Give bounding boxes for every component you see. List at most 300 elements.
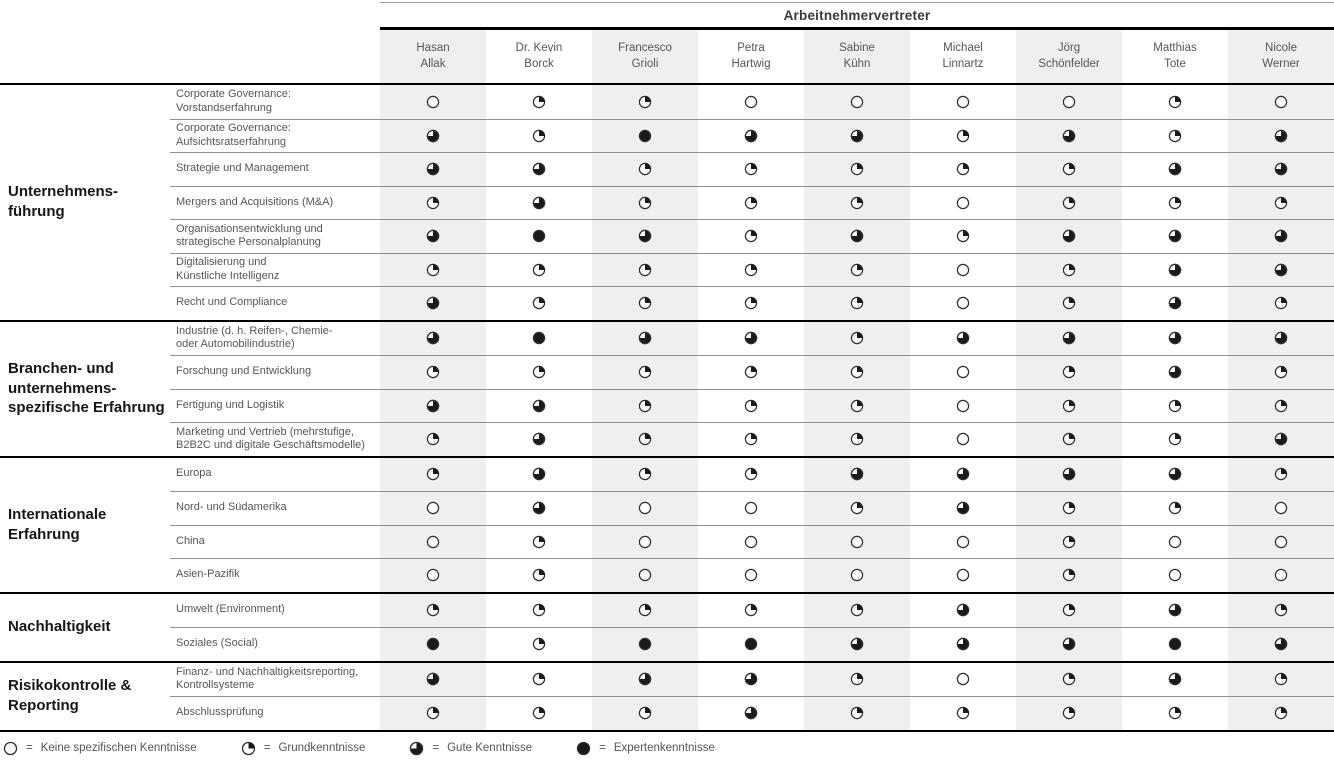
- quarter-filled-circle-icon: [850, 263, 864, 277]
- empty-circle-icon: [426, 568, 440, 582]
- matrix-cell: [1016, 594, 1122, 628]
- quarter-filled-circle-icon: [1274, 365, 1288, 379]
- matrix-cell: [804, 322, 910, 356]
- matrix-row-strategie-und-management: [170, 152, 1334, 186]
- matrix-cell: [1122, 423, 1228, 456]
- legend-label: Grundkenntnisse: [278, 742, 366, 754]
- quarter-filled-circle-icon: [850, 603, 864, 617]
- matrix-cell: [910, 85, 1016, 119]
- matrix-cell: [592, 390, 698, 423]
- filled-circle-icon: [576, 741, 591, 756]
- matrix-cell: [1122, 458, 1228, 492]
- three-quarter-filled-circle-icon: [744, 129, 758, 143]
- empty-circle-icon: [744, 501, 758, 515]
- quarter-filled-circle-icon: [956, 229, 970, 243]
- group-branchen-und-unternehmens-spezifische-erfahrung: [0, 322, 1334, 458]
- matrix-cell: [698, 697, 804, 730]
- quarter-filled-circle-icon: [426, 603, 440, 617]
- matrix-cell: [380, 356, 486, 389]
- equals-sign: =: [263, 742, 271, 754]
- matrix-cell: [804, 594, 910, 628]
- matrix-cell: [486, 356, 592, 389]
- quarter-filled-circle-icon: [1168, 196, 1182, 210]
- matrix-cell: [486, 287, 592, 320]
- empty-circle-icon: [956, 672, 970, 686]
- matrix-cell: [486, 390, 592, 423]
- empty-circle-icon: [1274, 95, 1288, 109]
- quarter-filled-circle-icon: [638, 95, 652, 109]
- matrix-cell: [380, 663, 486, 697]
- three-quarter-filled-circle-icon: [1062, 637, 1076, 651]
- skill-label: Asien-Pazifik: [176, 568, 240, 581]
- matrix-cell: [804, 492, 910, 525]
- matrix-cell: [698, 85, 804, 119]
- matrix-cell: [486, 594, 592, 628]
- quarter-filled-circle-icon: [532, 296, 546, 310]
- three-quarter-filled-circle-icon: [532, 196, 546, 210]
- matrix-cell: [698, 492, 804, 525]
- matrix-cell: [910, 697, 1016, 730]
- skill-label: Marketing und Vertrieb (mehrstufige, B2B2C und digitale Geschäftsmodelle): [176, 425, 365, 452]
- matrix-cell: [1122, 526, 1228, 559]
- quarter-filled-circle-icon: [1168, 706, 1182, 720]
- matrix-cell: [698, 220, 804, 253]
- matrix-cell: [804, 526, 910, 559]
- matrix-cell: [804, 423, 910, 456]
- matrix-cell: [1016, 526, 1122, 559]
- quarter-filled-circle-icon: [638, 706, 652, 720]
- three-quarter-filled-circle-icon: [850, 637, 864, 651]
- matrix-cell: [1016, 697, 1122, 730]
- empty-circle-icon: [1168, 535, 1182, 549]
- matrix-header-band: [0, 0, 1334, 30]
- filled-circle-icon: [638, 637, 652, 651]
- matrix-cell: [592, 492, 698, 525]
- legend-item-expertenkenntnisse: [576, 741, 715, 756]
- matrix-cell: [1122, 187, 1228, 220]
- quarter-filled-circle-icon: [1062, 501, 1076, 515]
- matrix-cell: [1122, 628, 1228, 661]
- three-quarter-filled-circle-icon: [409, 741, 424, 756]
- filled-circle-icon: [638, 129, 652, 143]
- matrix-cell: [910, 120, 1016, 153]
- quarter-filled-circle-icon: [1274, 706, 1288, 720]
- filled-circle-icon: [744, 637, 758, 651]
- matrix-cell: [592, 322, 698, 356]
- matrix-cell: [486, 153, 592, 186]
- three-quarter-filled-circle-icon: [1168, 263, 1182, 277]
- empty-circle-icon: [956, 535, 970, 549]
- column-header-j-rg-sch-nfelder: Jörg Schönfelder: [1016, 30, 1122, 83]
- quarter-filled-circle-icon: [426, 706, 440, 720]
- quarter-filled-circle-icon: [1168, 501, 1182, 515]
- legend-label: Expertenkenntnisse: [613, 742, 715, 754]
- quarter-filled-circle-icon: [744, 296, 758, 310]
- quarter-filled-circle-icon: [426, 196, 440, 210]
- empty-circle-icon: [956, 568, 970, 582]
- quarter-filled-circle-icon: [532, 603, 546, 617]
- row-group-label: Internationale Erfahrung: [8, 505, 107, 543]
- skill-label: Corporate Governance: Vorstandserfahrung: [176, 88, 291, 114]
- three-quarter-filled-circle-icon: [1168, 603, 1182, 617]
- matrix-cell: [380, 594, 486, 628]
- matrix-row-umwelt-environment: [170, 594, 1334, 628]
- three-quarter-filled-circle-icon: [638, 229, 652, 243]
- quarter-filled-circle-icon: [850, 196, 864, 210]
- column-group-title: Arbeitnehmervertreter: [783, 7, 931, 23]
- matrix-cell: [1016, 559, 1122, 592]
- three-quarter-filled-circle-icon: [532, 399, 546, 413]
- quarter-filled-circle-icon: [956, 129, 970, 143]
- group-internationale-erfahrung: [0, 458, 1334, 594]
- empty-circle-icon: [3, 741, 18, 756]
- matrix-cell: [1016, 120, 1122, 153]
- matrix-row-organisationsentwicklung-und-strategisch: [170, 219, 1334, 253]
- skill-label: Mergers and Acquisitions (M&A): [176, 195, 334, 208]
- matrix-cell: [1016, 390, 1122, 423]
- empty-circle-icon: [1274, 568, 1288, 582]
- matrix-cell: [486, 187, 592, 220]
- quarter-filled-circle-icon: [1168, 129, 1182, 143]
- filled-circle-icon: [1168, 637, 1182, 651]
- legend-item-gute-kenntnisse: [409, 741, 532, 756]
- empty-circle-icon: [426, 535, 440, 549]
- matrix-cell: [804, 120, 910, 153]
- empty-circle-icon: [1274, 535, 1288, 549]
- matrix-cell: [698, 287, 804, 320]
- matrix-cell: [1122, 594, 1228, 628]
- quarter-filled-circle-icon: [532, 637, 546, 651]
- row-group-label: Branchen- und unternehmens- spezifische Erfahrung: [8, 359, 165, 417]
- three-quarter-filled-circle-icon: [1062, 331, 1076, 345]
- three-quarter-filled-circle-icon: [638, 331, 652, 345]
- matrix-cell: [910, 356, 1016, 389]
- empty-circle-icon: [744, 535, 758, 549]
- three-quarter-filled-circle-icon: [1168, 296, 1182, 310]
- group-nachhaltigkeit: [0, 594, 1334, 663]
- equals-sign: =: [26, 742, 33, 754]
- equals-sign: =: [599, 742, 606, 754]
- quarter-filled-circle-icon: [532, 129, 546, 143]
- quarter-filled-circle-icon: [744, 263, 758, 277]
- matrix-cell: [1122, 356, 1228, 389]
- quarter-filled-circle-icon: [956, 162, 970, 176]
- legend-label: Keine spezifischen Kenntnisse: [40, 742, 197, 754]
- matrix-cell: [486, 492, 592, 525]
- empty-circle-icon: [638, 535, 652, 549]
- empty-circle-icon: [744, 95, 758, 109]
- quarter-filled-circle-icon: [1062, 365, 1076, 379]
- matrix-row-mergers-and-acquisitions-m-a: [170, 186, 1334, 220]
- matrix-cell: [592, 287, 698, 320]
- skill-label: Industrie (d. h. Reifen-, Chemie- oder Automobilindustrie): [176, 324, 333, 351]
- matrix-cell: [592, 254, 698, 287]
- matrix-cell: [698, 187, 804, 220]
- quarter-filled-circle-icon: [1168, 432, 1182, 446]
- matrix-row-china: [170, 525, 1334, 559]
- three-quarter-filled-circle-icon: [1274, 637, 1288, 651]
- empty-circle-icon: [956, 95, 970, 109]
- quarter-filled-circle-icon: [850, 162, 864, 176]
- matrix-cell: [592, 594, 698, 628]
- empty-circle-icon: [638, 501, 652, 515]
- matrix-cell: [910, 287, 1016, 320]
- matrix-cell: [592, 628, 698, 661]
- matrix-cell: [910, 458, 1016, 492]
- quarter-filled-circle-icon: [1062, 263, 1076, 277]
- skill-label: Abschlussprüfung: [176, 706, 264, 719]
- legend-item-keine-spezifischen-kenntnisse: [3, 741, 197, 756]
- matrix-cell: [1122, 322, 1228, 356]
- matrix-cell: [698, 628, 804, 661]
- three-quarter-filled-circle-icon: [1274, 263, 1288, 277]
- skill-label: Forschung und Entwicklung: [176, 365, 312, 378]
- matrix-cell: [698, 120, 804, 153]
- matrix-row-recht-und-compliance: [170, 286, 1334, 320]
- three-quarter-filled-circle-icon: [1062, 229, 1076, 243]
- empty-circle-icon: [850, 95, 864, 109]
- quarter-filled-circle-icon: [744, 467, 758, 481]
- matrix-cell: [592, 458, 698, 492]
- column-header-sabine-k-hn: Sabine Kühn: [804, 30, 910, 83]
- matrix-cell: [592, 663, 698, 697]
- row-group-label: Nachhaltigkeit: [8, 618, 111, 636]
- filled-circle-icon: [532, 331, 546, 345]
- matrix-cell: [1122, 663, 1228, 697]
- three-quarter-filled-circle-icon: [1168, 229, 1182, 243]
- matrix-cell: [804, 697, 910, 730]
- matrix-cell: [1122, 85, 1228, 119]
- matrix-cell: [910, 559, 1016, 592]
- matrix-cell: [1122, 287, 1228, 320]
- three-quarter-filled-circle-icon: [426, 331, 440, 345]
- matrix-cell: [1228, 85, 1334, 119]
- three-quarter-filled-circle-icon: [1168, 467, 1182, 481]
- matrix-cell: [592, 697, 698, 730]
- quarter-filled-circle-icon: [532, 706, 546, 720]
- matrix-cell: [1228, 594, 1334, 628]
- matrix-cell: [910, 526, 1016, 559]
- matrix-cell: [1228, 663, 1334, 697]
- quarter-filled-circle-icon: [1274, 196, 1288, 210]
- group-rows: [170, 85, 1334, 320]
- skill-label: Finanz- und Nachhaltigkeitsreporting, Kontrollsysteme: [176, 665, 359, 692]
- column-headers-row: [0, 30, 1334, 85]
- quarter-filled-circle-icon: [241, 741, 256, 756]
- column-header-dr-kevin-borck: Dr. Kevin Borck: [515, 41, 563, 70]
- empty-circle-icon: [744, 568, 758, 582]
- matrix-cell: [1122, 254, 1228, 287]
- three-quarter-filled-circle-icon: [426, 399, 440, 413]
- quarter-filled-circle-icon: [1062, 162, 1076, 176]
- matrix-cell: [910, 492, 1016, 525]
- three-quarter-filled-circle-icon: [1062, 129, 1076, 143]
- matrix-cell: [1228, 390, 1334, 423]
- three-quarter-filled-circle-icon: [744, 331, 758, 345]
- quarter-filled-circle-icon: [638, 399, 652, 413]
- matrix-cell: [698, 594, 804, 628]
- quarter-filled-circle-icon: [850, 399, 864, 413]
- matrix-cell: [698, 322, 804, 356]
- matrix-cell: [380, 697, 486, 730]
- three-quarter-filled-circle-icon: [1168, 365, 1182, 379]
- three-quarter-filled-circle-icon: [426, 296, 440, 310]
- matrix-cell: [380, 220, 486, 253]
- matrix-cell: [486, 458, 592, 492]
- three-quarter-filled-circle-icon: [850, 229, 864, 243]
- quarter-filled-circle-icon: [1062, 535, 1076, 549]
- matrix-cell: [1122, 390, 1228, 423]
- matrix-cell: [380, 492, 486, 525]
- quarter-filled-circle-icon: [1062, 399, 1076, 413]
- empty-circle-icon: [956, 399, 970, 413]
- matrix-cell: [804, 220, 910, 253]
- quarter-filled-circle-icon: [638, 432, 652, 446]
- matrix-table-body: [0, 85, 1334, 732]
- matrix-cell: [1122, 559, 1228, 592]
- matrix-cell: [804, 663, 910, 697]
- skill-label: Umwelt (Environment): [176, 603, 285, 616]
- column-header-hasan-allak: Hasan Allak: [380, 30, 486, 83]
- matrix-cell: [804, 287, 910, 320]
- legend-label: Gute Kenntnisse: [447, 742, 533, 754]
- matrix-cell: [910, 594, 1016, 628]
- filled-circle-icon: [532, 229, 546, 243]
- filled-circle-icon: [426, 637, 440, 651]
- quarter-filled-circle-icon: [532, 95, 546, 109]
- matrix-row-fertigung-und-logistik: [170, 389, 1334, 423]
- three-quarter-filled-circle-icon: [956, 603, 970, 617]
- three-quarter-filled-circle-icon: [426, 229, 440, 243]
- quarter-filled-circle-icon: [1062, 196, 1076, 210]
- skill-label: Europa: [176, 467, 212, 480]
- matrix-cell: [592, 559, 698, 592]
- matrix-cell: [1122, 153, 1228, 186]
- matrix-cell: [804, 559, 910, 592]
- empty-circle-icon: [638, 568, 652, 582]
- matrix-cell: [486, 559, 592, 592]
- matrix-cell: [380, 85, 486, 119]
- three-quarter-filled-circle-icon: [1062, 467, 1076, 481]
- quarter-filled-circle-icon: [1062, 296, 1076, 310]
- quarter-filled-circle-icon: [426, 467, 440, 481]
- matrix-cell: [592, 153, 698, 186]
- three-quarter-filled-circle-icon: [1274, 229, 1288, 243]
- skill-label: Soziales (Social): [176, 637, 258, 650]
- three-quarter-filled-circle-icon: [1274, 129, 1288, 143]
- three-quarter-filled-circle-icon: [1274, 331, 1288, 345]
- matrix-cell: [1016, 356, 1122, 389]
- quarter-filled-circle-icon: [532, 568, 546, 582]
- empty-circle-icon: [956, 432, 970, 446]
- matrix-cell: [1016, 663, 1122, 697]
- matrix-cell: [804, 85, 910, 119]
- matrix-row-digitalisierung-und-k-nstliche-intellige: [170, 253, 1334, 287]
- matrix-cell: [1016, 492, 1122, 525]
- matrix-row-industrie-d-h-reifen-chemie-oder-automob: [170, 322, 1334, 356]
- quarter-filled-circle-icon: [1062, 432, 1076, 446]
- empty-circle-icon: [426, 501, 440, 515]
- matrix-cell: [380, 628, 486, 661]
- matrix-row-forschung-und-entwicklung: [170, 355, 1334, 389]
- skill-label: Fertigung und Logistik: [176, 398, 285, 411]
- quarter-filled-circle-icon: [850, 672, 864, 686]
- equals-sign: =: [432, 742, 440, 754]
- matrix-cell: [804, 390, 910, 423]
- quarter-filled-circle-icon: [744, 196, 758, 210]
- matrix-cell: [910, 390, 1016, 423]
- matrix-cell: [1016, 153, 1122, 186]
- matrix-row-nord-und-s-damerika: [170, 491, 1334, 525]
- matrix-cell: [1122, 697, 1228, 730]
- quarter-filled-circle-icon: [1062, 706, 1076, 720]
- names-spacer: [0, 30, 380, 83]
- three-quarter-filled-circle-icon: [744, 672, 758, 686]
- matrix-cell: [1016, 423, 1122, 456]
- matrix-cell: [1228, 697, 1334, 730]
- empty-circle-icon: [1062, 95, 1076, 109]
- matrix-cell: [910, 423, 1016, 456]
- skill-label: China: [176, 534, 205, 547]
- group-risikokontrolle-reporting: [0, 663, 1334, 732]
- quarter-filled-circle-icon: [1274, 296, 1288, 310]
- quarter-filled-circle-icon: [744, 229, 758, 243]
- quarter-filled-circle-icon: [1168, 399, 1182, 413]
- matrix-cell: [910, 254, 1016, 287]
- matrix-cell: [1228, 356, 1334, 389]
- quarter-filled-circle-icon: [532, 365, 546, 379]
- column-header-petra-hartwig: Petra Hartwig: [731, 41, 771, 70]
- skill-label: Corporate Governance: Aufsichtsratserfahrung: [176, 122, 291, 148]
- header-spacer: [0, 0, 380, 30]
- matrix-cell: [804, 153, 910, 186]
- quarter-filled-circle-icon: [638, 467, 652, 481]
- matrix-cell: [910, 322, 1016, 356]
- quarter-filled-circle-icon: [744, 162, 758, 176]
- matrix-row-asien-pazifik: [170, 558, 1334, 592]
- matrix-cell: [486, 628, 592, 661]
- matrix-cell: [592, 85, 698, 119]
- matrix-cell: [1228, 322, 1334, 356]
- matrix-row-marketing-und-vertrieb-mehrstufige-b2b2c: [170, 422, 1334, 456]
- quarter-filled-circle-icon: [850, 501, 864, 515]
- quarter-filled-circle-icon: [850, 706, 864, 720]
- matrix-cell: [1228, 153, 1334, 186]
- empty-circle-icon: [956, 263, 970, 277]
- matrix-cell: [910, 153, 1016, 186]
- matrix-cell: [486, 322, 592, 356]
- matrix-cell: [486, 85, 592, 119]
- matrix-cell: [698, 423, 804, 456]
- matrix-cell: [1228, 526, 1334, 559]
- matrix-cell: [910, 663, 1016, 697]
- matrix-cell: [380, 153, 486, 186]
- matrix-cell: [910, 187, 1016, 220]
- three-quarter-filled-circle-icon: [1274, 432, 1288, 446]
- three-quarter-filled-circle-icon: [638, 672, 652, 686]
- group-unternehmens-f-hrung: [0, 85, 1334, 322]
- matrix-cell: [698, 254, 804, 287]
- matrix-cell: [1228, 220, 1334, 253]
- three-quarter-filled-circle-icon: [1274, 162, 1288, 176]
- empty-circle-icon: [956, 196, 970, 210]
- skill-label: Nord- und Südamerika: [176, 501, 287, 514]
- quarter-filled-circle-icon: [532, 535, 546, 549]
- quarter-filled-circle-icon: [850, 296, 864, 310]
- matrix-cell: [698, 458, 804, 492]
- empty-circle-icon: [850, 568, 864, 582]
- matrix-cell: [1228, 254, 1334, 287]
